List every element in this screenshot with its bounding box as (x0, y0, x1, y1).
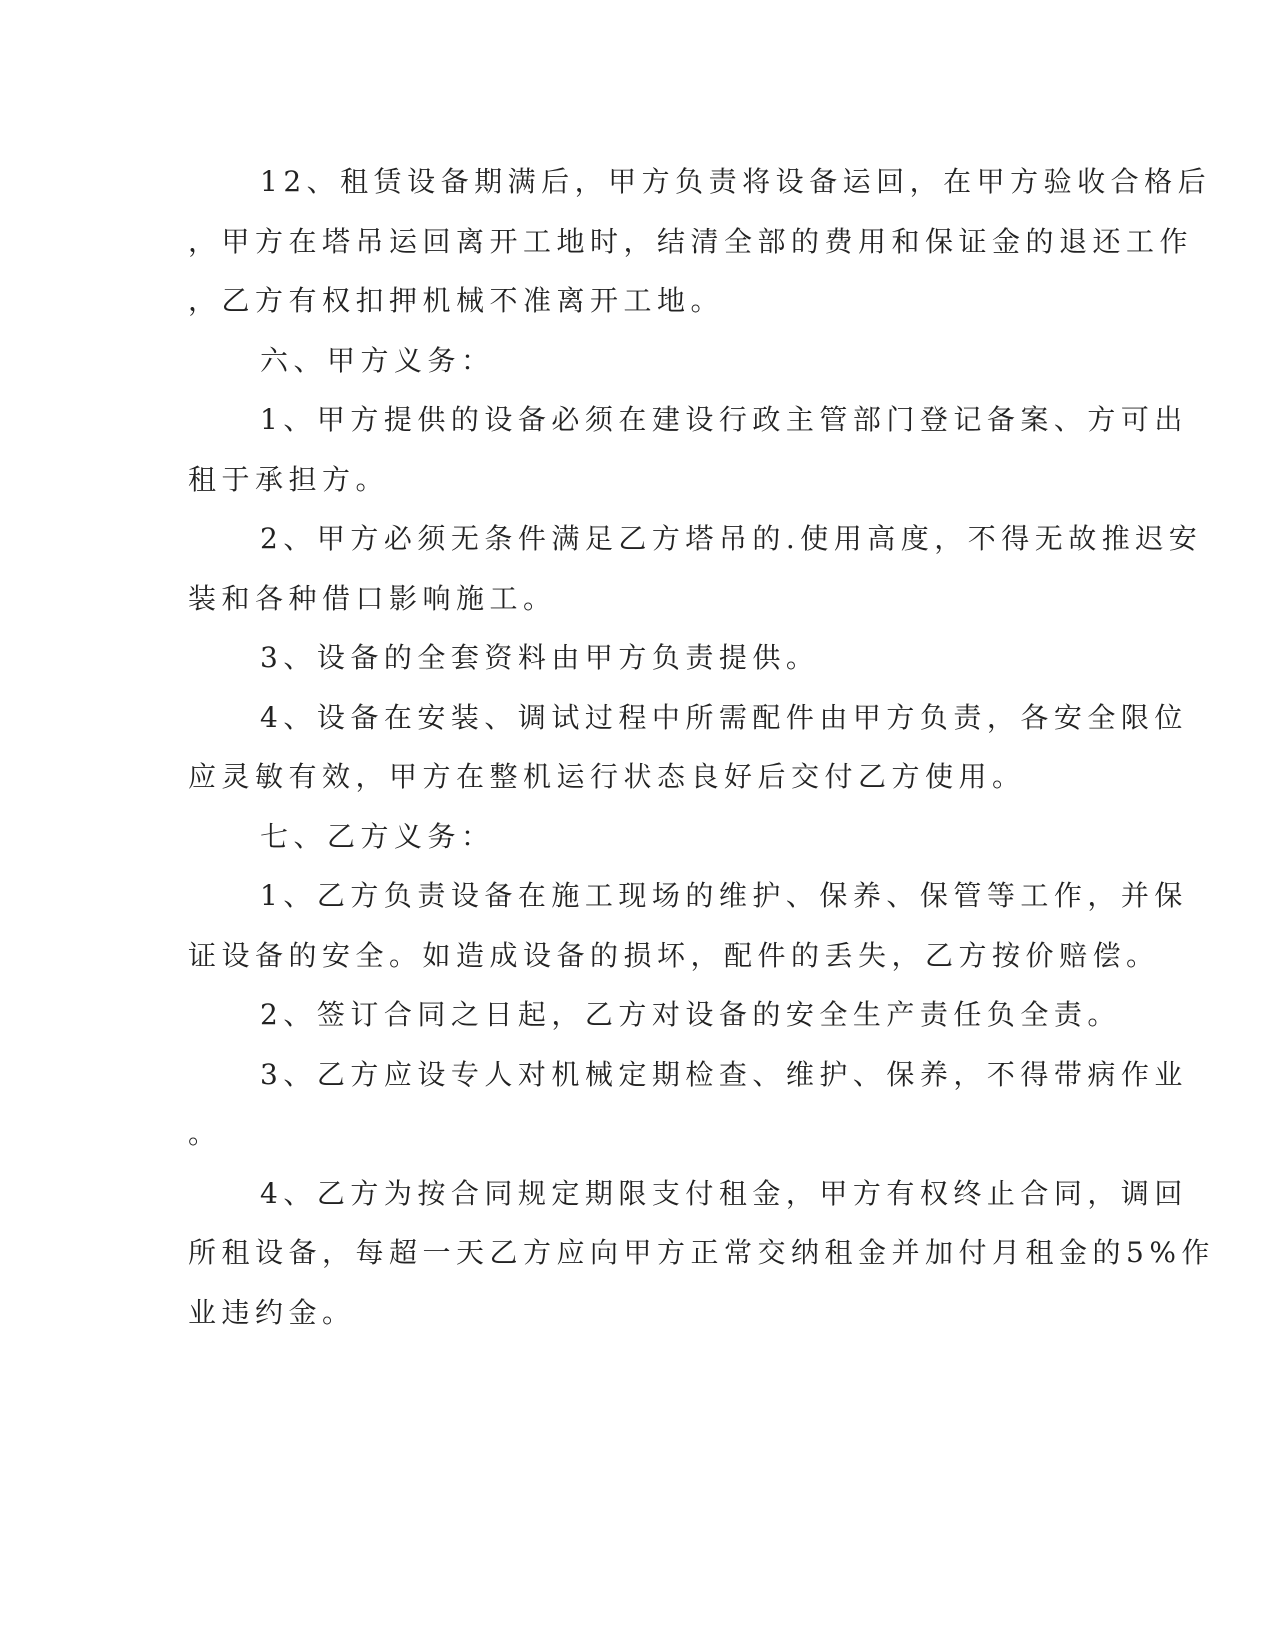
text-line: 应灵敏有效，甲方在整机运行状态良好后交付乙方使用。 (188, 760, 1026, 793)
text-line: ，甲方在塔吊运回离开工地时，结清全部的费用和保证金的退还工作 (188, 224, 1194, 258)
text-line: 证设备的安全。如造成设备的损坏，配件的丢失，乙方按价赔偿。 (188, 938, 1160, 972)
text-line: 12、租赁设备期满后，甲方负责将设备运回，在甲方验收合格后 (260, 165, 1212, 198)
text-line: 租于承担方。 (188, 462, 390, 496)
text-line: 2、甲方必须无条件满足乙方塔吊的.使用高度，不得无故推迟安 (260, 522, 1203, 555)
text-line: ，乙方有权扣押机械不准离开工地。 (188, 284, 725, 317)
section-heading: 七、乙方义务： (260, 819, 495, 853)
text-line: 2、签订合同之日起，乙方对设备的安全生产责任负全责。 (260, 998, 1121, 1031)
text-line: 3、设备的全套资料由甲方负责提供。 (260, 641, 820, 674)
text-line: 所租设备，每超一天乙方应向甲方正常交纳租金并加付月租金的5%作 (188, 1236, 1215, 1269)
text-line: 3、乙方应设专人对机械定期检查、维护、保养，不得带病作业 (260, 1057, 1188, 1091)
text-line: 。 (188, 1117, 222, 1150)
text-line: 4、设备在安装、调试过程中所需配件由甲方负责，各安全限位 (260, 700, 1188, 734)
text-line: 装和各种借口影响施工。 (188, 581, 557, 615)
document-body (188, 162, 1215, 1352)
text-line: 4、乙方为按合同规定期限支付租金，甲方有权终止合同，调回 (260, 1176, 1188, 1210)
text-line: 业违约金。 (188, 1295, 356, 1329)
section-heading: 六、甲方义务： (260, 343, 495, 377)
text-line: 1、甲方提供的设备必须在建设行政主管部门登记备案、方可出 (260, 403, 1188, 436)
text-line: 1、乙方负责设备在施工现场的维护、保养、保管等工作，并保 (260, 879, 1188, 912)
